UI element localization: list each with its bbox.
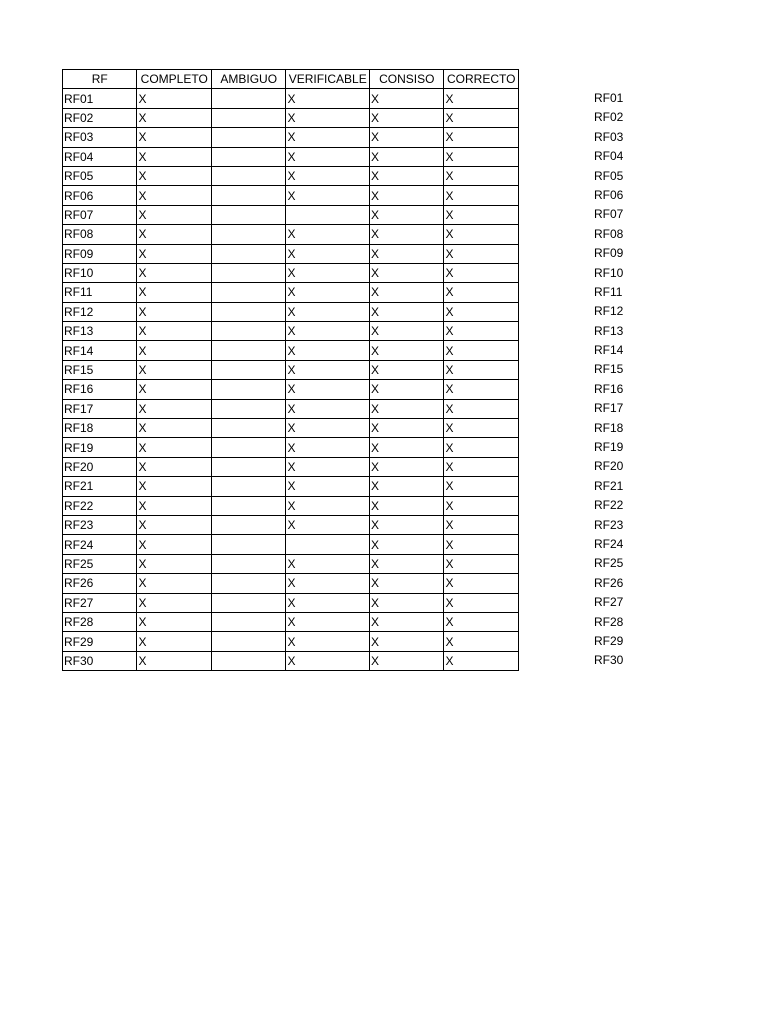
cell-correcto: X: [444, 147, 519, 166]
cell-consiso: X: [370, 612, 444, 631]
cell-completo: X: [137, 632, 211, 651]
cell-rf-id: RF28: [63, 612, 137, 631]
table-row: [63, 108, 519, 127]
cell-completo: X: [137, 593, 211, 612]
table-row: [63, 263, 519, 282]
table-row: [63, 225, 519, 244]
cell-correcto: X: [444, 574, 519, 593]
table-row: [63, 419, 519, 438]
cell-rf-id: RF17: [63, 399, 137, 418]
cell-correcto: X: [444, 302, 519, 321]
cell-ambiguo: [211, 593, 285, 612]
cell-verificable: X: [286, 302, 370, 321]
list-item: RF12: [594, 304, 624, 319]
table-row: [63, 244, 519, 263]
table-row: [63, 554, 519, 573]
list-item: RF18: [594, 420, 624, 435]
cell-consiso: X: [370, 244, 444, 263]
cell-verificable: X: [286, 593, 370, 612]
cell-rf-id: RF10: [63, 263, 137, 282]
cell-completo: X: [137, 477, 211, 496]
cell-verificable: X: [286, 225, 370, 244]
cell-consiso: X: [370, 128, 444, 147]
cell-consiso: X: [370, 515, 444, 534]
cell-verificable: X: [286, 457, 370, 476]
table-row: [63, 399, 519, 418]
cell-completo: X: [137, 651, 211, 670]
cell-consiso: X: [370, 263, 444, 282]
cell-rf-id: RF21: [63, 477, 137, 496]
header-rf: RF: [63, 70, 137, 89]
cell-ambiguo: [211, 632, 285, 651]
table-row: [63, 593, 519, 612]
cell-correcto: X: [444, 632, 519, 651]
list-item: RF23: [594, 517, 624, 532]
header-ambiguo: AMBIGUO: [211, 70, 285, 89]
cell-ambiguo: [211, 360, 285, 379]
table-body: [63, 89, 519, 671]
cell-ambiguo: [211, 477, 285, 496]
list-item: RF02: [594, 110, 624, 125]
cell-correcto: X: [444, 515, 519, 534]
cell-consiso: X: [370, 535, 444, 554]
cell-verificable: X: [286, 651, 370, 670]
cell-verificable: X: [286, 496, 370, 515]
cell-completo: X: [137, 612, 211, 631]
table-row: [63, 380, 519, 399]
cell-consiso: X: [370, 147, 444, 166]
list-item: RF06: [594, 187, 624, 202]
cell-verificable: X: [286, 612, 370, 631]
cell-consiso: X: [370, 574, 444, 593]
cell-verificable: X: [286, 89, 370, 108]
cell-rf-id: RF01: [63, 89, 137, 108]
cell-consiso: X: [370, 477, 444, 496]
cell-correcto: X: [444, 186, 519, 205]
cell-correcto: X: [444, 341, 519, 360]
list-item: RF20: [594, 459, 624, 474]
cell-verificable: X: [286, 419, 370, 438]
cell-completo: X: [137, 205, 211, 224]
table-row: [63, 128, 519, 147]
cell-correcto: X: [444, 108, 519, 127]
cell-ambiguo: [211, 322, 285, 341]
cell-correcto: X: [444, 593, 519, 612]
list-item: RF17: [594, 401, 624, 416]
cell-rf-id: RF20: [63, 457, 137, 476]
cell-correcto: X: [444, 651, 519, 670]
cell-verificable: X: [286, 147, 370, 166]
cell-ambiguo: [211, 651, 285, 670]
cell-rf-id: RF16: [63, 380, 137, 399]
cell-correcto: X: [444, 89, 519, 108]
cell-correcto: X: [444, 419, 519, 438]
cell-verificable: X: [286, 166, 370, 185]
cell-ambiguo: [211, 554, 285, 573]
cell-completo: X: [137, 380, 211, 399]
cell-completo: X: [137, 225, 211, 244]
cell-rf-id: RF02: [63, 108, 137, 127]
list-item: RF09: [594, 246, 624, 261]
cell-completo: X: [137, 535, 211, 554]
cell-rf-id: RF07: [63, 205, 137, 224]
cell-correcto: X: [444, 380, 519, 399]
list-item: RF03: [594, 129, 624, 144]
cell-consiso: X: [370, 496, 444, 515]
table-row: [63, 341, 519, 360]
list-item: RF24: [594, 536, 624, 551]
cell-rf-id: RF24: [63, 535, 137, 554]
table-row: [63, 477, 519, 496]
cell-verificable: X: [286, 574, 370, 593]
list-item: RF25: [594, 556, 624, 571]
list-item: RF30: [594, 653, 624, 668]
cell-verificable: X: [286, 322, 370, 341]
cell-ambiguo: [211, 399, 285, 418]
cell-rf-id: RF30: [63, 651, 137, 670]
cell-rf-id: RF25: [63, 554, 137, 573]
list-item: RF21: [594, 478, 624, 493]
cell-completo: X: [137, 263, 211, 282]
header-row: [63, 70, 519, 89]
cell-rf-id: RF26: [63, 574, 137, 593]
cell-ambiguo: [211, 574, 285, 593]
list-item: RF10: [594, 265, 624, 280]
cell-rf-id: RF22: [63, 496, 137, 515]
cell-verificable: X: [286, 108, 370, 127]
cell-rf-id: RF14: [63, 341, 137, 360]
cell-ambiguo: [211, 108, 285, 127]
cell-completo: X: [137, 108, 211, 127]
cell-consiso: X: [370, 89, 444, 108]
table-row: [63, 612, 519, 631]
cell-rf-id: RF03: [63, 128, 137, 147]
cell-correcto: X: [444, 360, 519, 379]
list-item: RF13: [594, 323, 624, 338]
cell-ambiguo: [211, 147, 285, 166]
table-row: [63, 166, 519, 185]
cell-correcto: X: [444, 477, 519, 496]
cell-verificable: X: [286, 477, 370, 496]
header-correcto: CORRECTO: [444, 70, 519, 89]
cell-ambiguo: [211, 341, 285, 360]
table-row: [63, 515, 519, 534]
cell-verificable: X: [286, 128, 370, 147]
table-row: [63, 186, 519, 205]
cell-ambiguo: [211, 283, 285, 302]
cell-ambiguo: [211, 419, 285, 438]
cell-completo: X: [137, 496, 211, 515]
cell-consiso: X: [370, 632, 444, 651]
cell-completo: X: [137, 128, 211, 147]
table-row: [63, 632, 519, 651]
cell-correcto: X: [444, 554, 519, 573]
cell-ambiguo: [211, 166, 285, 185]
cell-correcto: X: [444, 283, 519, 302]
cell-completo: X: [137, 438, 211, 457]
cell-consiso: X: [370, 651, 444, 670]
table-row: [63, 147, 519, 166]
cell-rf-id: RF12: [63, 302, 137, 321]
table-row: [63, 535, 519, 554]
cell-verificable: X: [286, 244, 370, 263]
cell-consiso: X: [370, 225, 444, 244]
table-row: [63, 302, 519, 321]
cell-ambiguo: [211, 612, 285, 631]
cell-correcto: X: [444, 225, 519, 244]
cell-consiso: X: [370, 322, 444, 341]
cell-ambiguo: [211, 225, 285, 244]
cell-verificable: X: [286, 283, 370, 302]
cell-correcto: X: [444, 244, 519, 263]
cell-correcto: X: [444, 457, 519, 476]
cell-correcto: X: [444, 205, 519, 224]
cell-completo: X: [137, 244, 211, 263]
cell-rf-id: RF13: [63, 322, 137, 341]
cell-rf-id: RF19: [63, 438, 137, 457]
list-item: RF28: [594, 614, 624, 629]
list-item: RF05: [594, 168, 624, 183]
cell-ambiguo: [211, 128, 285, 147]
cell-consiso: X: [370, 380, 444, 399]
cell-consiso: X: [370, 108, 444, 127]
cell-completo: X: [137, 419, 211, 438]
header-completo: COMPLETO: [137, 70, 211, 89]
cell-verificable: X: [286, 554, 370, 573]
cell-correcto: X: [444, 496, 519, 515]
cell-verificable: X: [286, 263, 370, 282]
header-verificable: VERIFICABLE: [286, 70, 370, 89]
list-item: RF01: [594, 91, 624, 105]
cell-correcto: X: [444, 612, 519, 631]
table-row: [63, 283, 519, 302]
cell-rf-id: RF15: [63, 360, 137, 379]
table-row: [63, 496, 519, 515]
cell-consiso: X: [370, 166, 444, 185]
list-item: RF11: [594, 284, 623, 299]
cell-correcto: X: [444, 322, 519, 341]
cell-completo: X: [137, 186, 211, 205]
list-item: RF14: [594, 343, 624, 358]
cell-rf-id: RF27: [63, 593, 137, 612]
list-item: RF26: [594, 575, 624, 590]
table-row: [63, 457, 519, 476]
cell-consiso: X: [370, 419, 444, 438]
cell-verificable: [286, 205, 370, 224]
list-item: RF07: [594, 207, 624, 222]
cell-rf-id: RF29: [63, 632, 137, 651]
cell-consiso: X: [370, 360, 444, 379]
table-row: [63, 574, 519, 593]
cell-completo: X: [137, 554, 211, 573]
cell-verificable: X: [286, 632, 370, 651]
cell-verificable: X: [286, 399, 370, 418]
cell-completo: X: [137, 302, 211, 321]
cell-consiso: X: [370, 186, 444, 205]
list-item: RF29: [594, 633, 624, 648]
table-row: [63, 89, 519, 108]
cell-rf-id: RF08: [63, 225, 137, 244]
cell-correcto: X: [444, 438, 519, 457]
cell-verificable: X: [286, 380, 370, 399]
cell-rf-id: RF05: [63, 166, 137, 185]
cell-completo: X: [137, 399, 211, 418]
cell-verificable: X: [286, 515, 370, 534]
cell-ambiguo: [211, 186, 285, 205]
requirements-table: [62, 69, 519, 671]
table-header: [63, 70, 519, 89]
cell-ambiguo: [211, 244, 285, 263]
cell-correcto: X: [444, 399, 519, 418]
cell-consiso: X: [370, 399, 444, 418]
cell-consiso: X: [370, 593, 444, 612]
cell-correcto: X: [444, 128, 519, 147]
cell-verificable: X: [286, 438, 370, 457]
list-item: RF19: [594, 440, 624, 455]
cell-verificable: X: [286, 360, 370, 379]
requirement-id-list: [594, 89, 623, 671]
cell-ambiguo: [211, 89, 285, 108]
list-item: RF27: [594, 595, 624, 610]
cell-completo: X: [137, 457, 211, 476]
cell-ambiguo: [211, 535, 285, 554]
cell-consiso: X: [370, 554, 444, 573]
cell-rf-id: RF11: [63, 283, 137, 302]
list-item: RF15: [594, 362, 624, 377]
table-row: [63, 360, 519, 379]
cell-verificable: X: [286, 341, 370, 360]
list-item: RF22: [594, 498, 624, 513]
cell-ambiguo: [211, 302, 285, 321]
cell-ambiguo: [211, 263, 285, 282]
cell-rf-id: RF09: [63, 244, 137, 263]
cell-verificable: X: [286, 186, 370, 205]
cell-completo: X: [137, 341, 211, 360]
list-item: RF16: [594, 381, 624, 396]
cell-consiso: X: [370, 438, 444, 457]
cell-completo: X: [137, 574, 211, 593]
list-item: RF08: [594, 226, 624, 241]
cell-consiso: X: [370, 341, 444, 360]
cell-completo: X: [137, 166, 211, 185]
header-consiso: CONSISO: [370, 70, 444, 89]
cell-completo: X: [137, 322, 211, 341]
table-row: [63, 205, 519, 224]
cell-ambiguo: [211, 496, 285, 515]
cell-rf-id: RF23: [63, 515, 137, 534]
cell-ambiguo: [211, 457, 285, 476]
cell-consiso: X: [370, 205, 444, 224]
cell-consiso: X: [370, 302, 444, 321]
cell-ambiguo: [211, 438, 285, 457]
cell-consiso: X: [370, 283, 444, 302]
table-row: [63, 438, 519, 457]
cell-consiso: X: [370, 457, 444, 476]
cell-completo: X: [137, 283, 211, 302]
cell-completo: X: [137, 360, 211, 379]
table-row: [63, 322, 519, 341]
cell-ambiguo: [211, 205, 285, 224]
list-item: RF04: [594, 149, 624, 164]
cell-verificable: [286, 535, 370, 554]
cell-ambiguo: [211, 380, 285, 399]
cell-ambiguo: [211, 515, 285, 534]
cell-rf-id: RF18: [63, 419, 137, 438]
cell-rf-id: RF06: [63, 186, 137, 205]
table-row: [63, 651, 519, 670]
cell-completo: X: [137, 89, 211, 108]
cell-correcto: X: [444, 166, 519, 185]
cell-completo: X: [137, 515, 211, 534]
cell-completo: X: [137, 147, 211, 166]
cell-correcto: X: [444, 535, 519, 554]
cell-rf-id: RF04: [63, 147, 137, 166]
cell-correcto: X: [444, 263, 519, 282]
